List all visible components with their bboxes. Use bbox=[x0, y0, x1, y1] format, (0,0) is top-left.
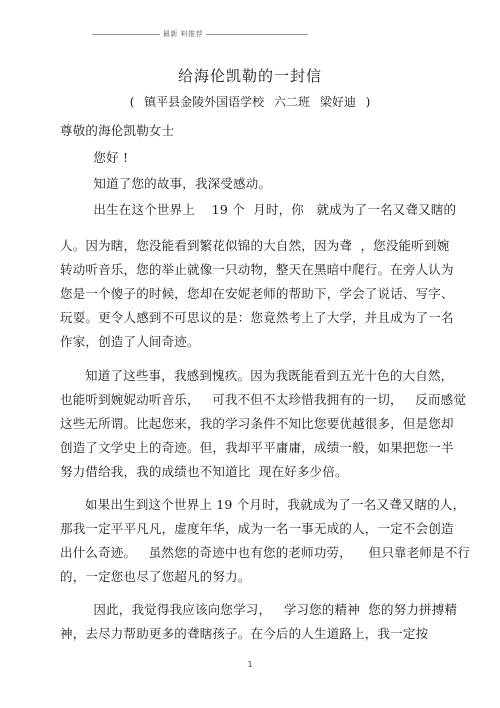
letter-line: 您好 ! bbox=[60, 150, 129, 165]
letter-line: 您是一个傻子的时候，您却在安妮老师的帮助下，学会了说话、写字、 bbox=[60, 286, 454, 301]
letter-line: 玩耍。更令人感到不可思议的是：您竟然考上了大学，并且成为了一名 bbox=[60, 310, 454, 325]
letter-line: 神，去尽力帮助更多的聋瞎孩子。在今后的人生道路上，我一定按 bbox=[60, 626, 429, 641]
letter-line: 尊敬的海伦凯勒女士 bbox=[60, 123, 175, 138]
letter-line: 转动听音乐，您的举止就像一只动物，整天在黑暗中爬行。在旁人认为 bbox=[60, 262, 454, 277]
letter-line: 人。因为瞎，您没能看到繁花似锦的大自然，因为聋 ，您没能听到婉 bbox=[60, 238, 450, 253]
letter-line: 出什么奇迹。 虽然您的奇迹中也有您的老师功劳， 但只靠老师是不行 bbox=[60, 545, 471, 560]
letter-line: 如果出生到这个世界上 19 个月时，我就成为了一名又聋又瞎的人， bbox=[60, 497, 466, 512]
letter-line: 那我一定平平凡凡，虚度年华，成为一名一事无成的人，一定不会创造 bbox=[60, 521, 454, 536]
letter-line: 这些无所谓。比起您来，我的学习条件不知比您要优越很多，但是您却 bbox=[60, 416, 454, 431]
letter-line: 创造了文学史上的奇迹。但，我却平平庸庸，成绩一般，如果把您一半 bbox=[60, 440, 454, 455]
page-number: 1 bbox=[247, 660, 253, 669]
header-rule-right bbox=[202, 34, 308, 35]
author-line: ( 镇平县金陵外国语学校 六二班 梁好迪 ) bbox=[129, 95, 371, 109]
letter-title: 给海伦凯勒的一封信 bbox=[177, 67, 322, 85]
letter-line: 也能听到婉妮动听音乐， 可我不但不太珍惜我拥有的一切， 反而感觉 bbox=[60, 392, 467, 407]
letter-line: 知道了这些事，我感到愧疚。因为我既能看到五光十色的大自然， bbox=[60, 368, 454, 383]
letter-line: 知道了您的故事，我深受感动。 bbox=[60, 176, 272, 191]
letter-line: 努力借给我，我的成绩也不知道比 现在好多少倍。 bbox=[60, 464, 348, 479]
letter-line: 作家，创造了人间奇迹。 bbox=[60, 334, 200, 349]
letter-line: 因此，我觉得我应该向您学习， 学习您的精神 您的努力拼搏精 bbox=[60, 602, 458, 617]
header-source-label: 最新 料推荐 bbox=[160, 29, 206, 39]
letter-line: 的，一定您也尽了您超凡的努力。 bbox=[60, 569, 251, 584]
letter-line: 出生在这个世界上 19 个 月时，你 就成为了一名又聋又瞎的 bbox=[60, 202, 457, 217]
